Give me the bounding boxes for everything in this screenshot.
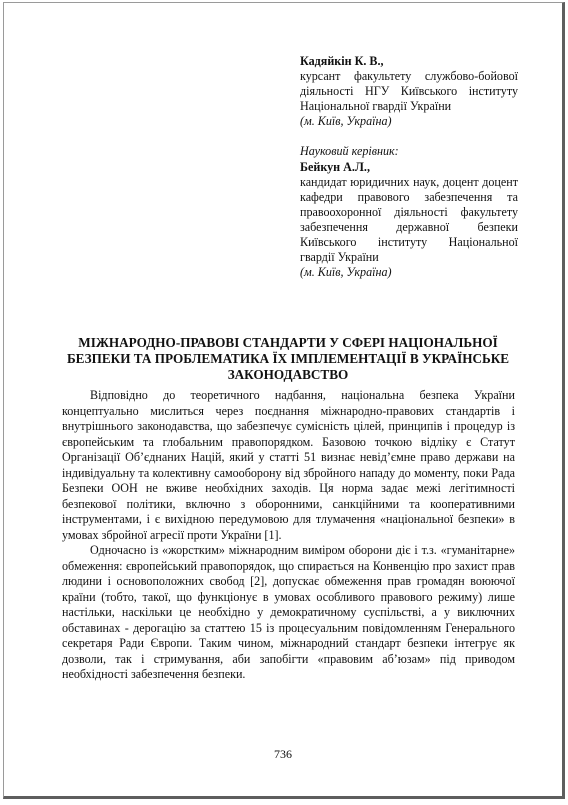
page-number: 736 [274,747,292,761]
document-page [3,2,565,799]
supervisor-label: Науковий керівник: [300,144,399,159]
supervisor-name: Бейкун А.Л., [300,159,370,174]
author-location: (м. Київ, Україна) [300,114,392,129]
author-block [300,54,518,280]
article-body [62,388,515,683]
paragraph: Одночасно із «жорстким» міжнародним виміром оборони діє і т.з. «гуманітарне» обмеження: європейський правопорядок, що спирається на Конвенцію про захист прав людини і основоположних свобод [2], допускає обмеження прав громадян воюючої країни (тобто, такої, що функціонує в умовах особливого правового режиму) лише настільки, наскільки це необхідно у демократичному суспільстві, а у виключних обставинах - дерогацію за статтею 15 із процесуальним повідомленням Генерального секретаря Ради Європи. Таким чином, міжнародний стандарт безпеки інтегрує як дозволи, так і стримування, аби запобігти «правовим аб’юзам» під приводом необхідності забезпечення безпеки. [62,543,515,681]
article-title: МІЖНАРОДНО-ПРАВОВІ СТАНДАРТИ У СФЕРІ НАЦІОНАЛЬНОЇ БЕЗПЕКИ ТА ПРОБЛЕМАТИКА ЇХ ІМПЛЕМЕНТАЦІЇ В УКРАЇНСЬКЕ ЗАКОНОДАВСТВО [66,335,510,382]
author-name: Кадяйкін К. В., [300,54,384,68]
author-affiliation: курсант факультету службово-бойової діяльності НГУ Київського інституту Національної гвардії України [300,69,518,114]
supervisor-location: (м. Київ, Україна) [300,265,392,280]
supervisor-affiliation: кандидат юридичних наук, доцент доцент кафедри правового забезпечення та правоохоронної діяльності факультету забезпечення державної безпеки Київського інституту Національної гвардії України [300,174,518,265]
paragraph: Відповідно до теоретичного надбання, національна безпека України концептуально мислиться через поєднання міжнародно-правових стандартів і внутрішнього законодавства, що забезпечує сумісність цілей, принципів і процедур із європейським та глобальним правопорядком. Базовою точкою відліку є Статут Організації Об’єднаних Націй, який у статті 51 визнає невід’ємне право держави на індивідуальну та колективну самооборону від збройного нападу до моменту, поки Рада Безпеки ООН не вживе необхідних заходів. Ця норма задає межі легітимності безпекової політики, включно з оборонними, санкційними та кооперативними інструментами, і є вихідною передумовою для тлумачення «національної безпеки» в умовах збройної агресії проти України [1]. [62,388,515,542]
